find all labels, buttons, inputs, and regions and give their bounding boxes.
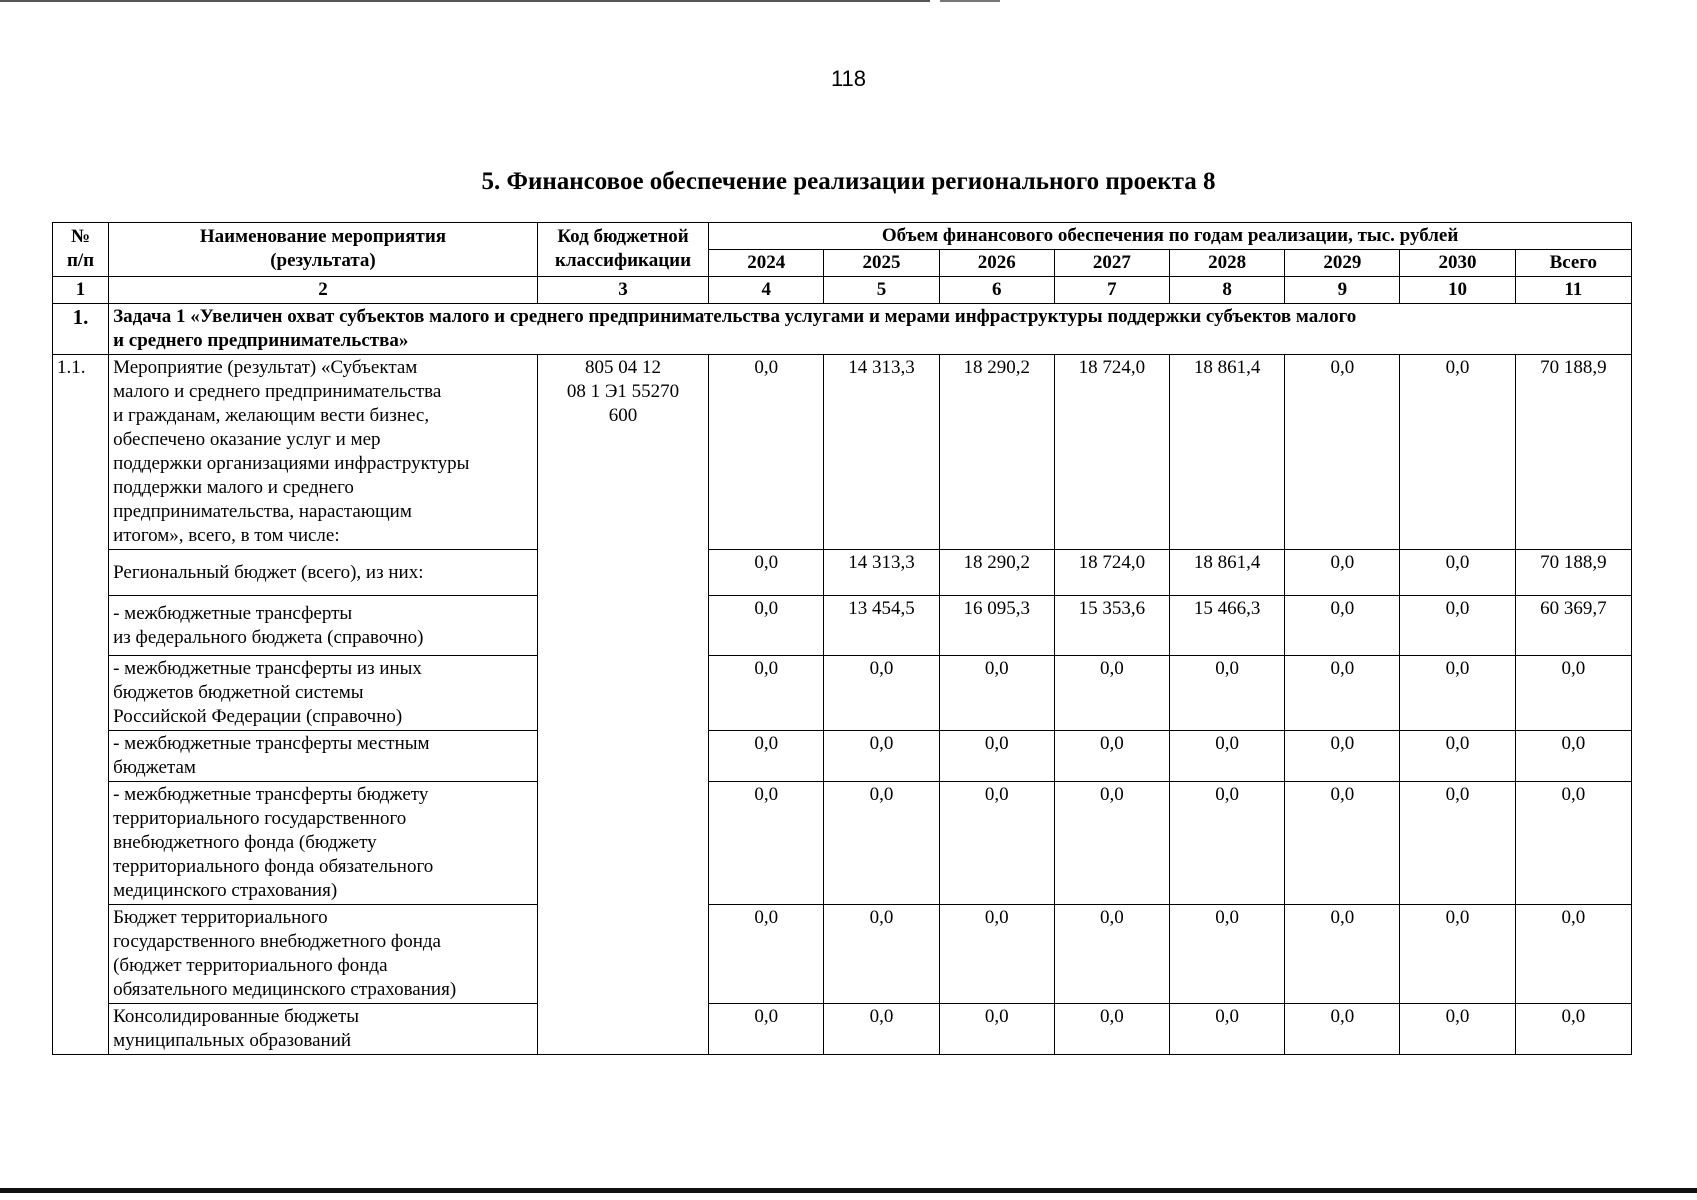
value-cell: 0,0 bbox=[939, 782, 1054, 905]
header-year: 2025 bbox=[824, 250, 939, 277]
value-cell: 0,0 bbox=[939, 1004, 1054, 1055]
total-cell: 0,0 bbox=[1515, 782, 1631, 905]
row-name-line: - межбюджетные трансферты местным bbox=[113, 733, 430, 754]
row-name bbox=[109, 550, 538, 596]
total-cell: 0,0 bbox=[1515, 1004, 1631, 1055]
value-cell: 15 353,6 bbox=[1054, 596, 1169, 656]
row-name-line: и гражданам, желающим вести бизнес, bbox=[113, 405, 430, 426]
value-cell: 14 313,3 bbox=[824, 550, 939, 596]
table-row bbox=[53, 731, 1632, 782]
task-title-line1: Задача 1 «Увеличен охват субъектов малого и среднего предпринимательства услугами и мерами инфраструктуры поддержки субъектов малого bbox=[113, 306, 1357, 327]
column-number: 11 bbox=[1515, 277, 1631, 304]
value-cell: 0,0 bbox=[939, 905, 1054, 1004]
row-name-line: Мероприятие (результат) «Субъектам bbox=[113, 357, 418, 378]
header-name-line1: Наименование мероприятия bbox=[199, 226, 447, 247]
value-cell: 0,0 bbox=[1170, 905, 1285, 1004]
column-number-row bbox=[53, 277, 1632, 304]
row-name-line: Региональный бюджет (всего), из них: bbox=[113, 561, 424, 583]
column-number: 5 bbox=[824, 277, 939, 304]
value-cell: 0,0 bbox=[1400, 355, 1515, 550]
value-cell: 0,0 bbox=[1400, 782, 1515, 905]
budget-code bbox=[537, 355, 708, 1055]
value-cell: 18 724,0 bbox=[1054, 550, 1169, 596]
row-name bbox=[109, 596, 538, 656]
row-name-line: медицинского страхования) bbox=[113, 880, 338, 901]
value-cell: 15 466,3 bbox=[1170, 596, 1285, 656]
row-name-line: территориального государственного bbox=[113, 808, 407, 829]
table-row bbox=[53, 355, 1632, 550]
value-cell: 0,0 bbox=[709, 596, 824, 656]
value-cell: 0,0 bbox=[1400, 656, 1515, 731]
total-cell: 60 369,7 bbox=[1515, 596, 1631, 656]
row-name bbox=[109, 782, 538, 905]
column-number: 2 bbox=[109, 277, 538, 304]
item-number: 1.1. bbox=[53, 355, 109, 1055]
value-cell: 0,0 bbox=[709, 1004, 824, 1055]
value-cell: 0,0 bbox=[1170, 656, 1285, 731]
value-cell: 0,0 bbox=[709, 355, 824, 550]
table-row bbox=[53, 596, 1632, 656]
row-name bbox=[109, 905, 538, 1004]
value-cell: 0,0 bbox=[1054, 731, 1169, 782]
row-name-line: - межбюджетные трансферты из иных bbox=[113, 658, 422, 679]
value-cell: 0,0 bbox=[1400, 1004, 1515, 1055]
value-cell: 13 454,5 bbox=[824, 596, 939, 656]
header-year: 2026 bbox=[939, 250, 1054, 277]
task-title bbox=[109, 304, 1632, 355]
header-year: 2029 bbox=[1285, 250, 1400, 277]
column-number: 4 bbox=[709, 277, 824, 304]
table-row bbox=[53, 550, 1632, 596]
row-name-line: предпринимательства, нарастающим bbox=[113, 501, 412, 522]
row-name-line: Консолидированные бюджеты bbox=[113, 1006, 360, 1027]
header-code-line2: классификации bbox=[555, 250, 692, 271]
table-row bbox=[53, 656, 1632, 731]
row-name-line: Бюджет территориального bbox=[113, 907, 328, 928]
financing-table bbox=[52, 222, 1632, 1055]
row-name-line: государственного внебюджетного фонда bbox=[113, 931, 441, 952]
header-year: 2028 bbox=[1170, 250, 1285, 277]
value-cell: 0,0 bbox=[1285, 782, 1400, 905]
column-number: 6 bbox=[939, 277, 1054, 304]
value-cell: 0,0 bbox=[1285, 550, 1400, 596]
row-name-line: Российской Федерации (справочно) bbox=[113, 706, 403, 727]
value-cell: 0,0 bbox=[1400, 550, 1515, 596]
value-cell: 18 724,0 bbox=[1054, 355, 1169, 550]
header-name bbox=[109, 223, 538, 277]
value-cell: 0,0 bbox=[1054, 905, 1169, 1004]
scan-edge-top bbox=[0, 0, 930, 2]
row-name-line: - межбюджетные трансферты бюджету bbox=[113, 784, 429, 805]
value-cell: 18 861,4 bbox=[1170, 550, 1285, 596]
page-number: 118 bbox=[830, 66, 867, 91]
value-cell: 0,0 bbox=[1400, 596, 1515, 656]
total-cell: 70 188,9 bbox=[1515, 355, 1631, 550]
header-code bbox=[537, 223, 708, 277]
value-cell: 18 290,2 bbox=[939, 355, 1054, 550]
table-row bbox=[53, 905, 1632, 1004]
value-cell: 0,0 bbox=[709, 782, 824, 905]
header-volume: Объем финансового обеспечения по годам реализации, тыс. рублей bbox=[709, 223, 1632, 250]
row-name-line: бюджетам bbox=[113, 757, 196, 778]
value-cell: 0,0 bbox=[1285, 731, 1400, 782]
value-cell: 0,0 bbox=[709, 731, 824, 782]
total-cell: 0,0 bbox=[1515, 905, 1631, 1004]
row-name bbox=[109, 1004, 538, 1055]
value-cell: 0,0 bbox=[1285, 656, 1400, 731]
row-name-line: обеспечено оказание услуг и мер bbox=[113, 429, 381, 450]
value-cell: 0,0 bbox=[1170, 1004, 1285, 1055]
task-row bbox=[53, 304, 1632, 355]
column-number: 10 bbox=[1400, 277, 1515, 304]
header-total: Всего bbox=[1515, 250, 1631, 277]
value-cell: 18 290,2 bbox=[939, 550, 1054, 596]
value-cell: 16 095,3 bbox=[939, 596, 1054, 656]
total-cell: 70 188,9 bbox=[1515, 550, 1631, 596]
header-num-line2: п/п bbox=[66, 250, 95, 271]
column-number: 8 bbox=[1170, 277, 1285, 304]
header-code-line1: Код бюджетной bbox=[557, 226, 689, 247]
row-name-line: муниципальных образований bbox=[113, 1030, 352, 1051]
value-cell: 0,0 bbox=[824, 905, 939, 1004]
column-number: 1 bbox=[53, 277, 109, 304]
value-cell: 0,0 bbox=[824, 656, 939, 731]
row-name-line: - межбюджетные трансферты bbox=[113, 602, 353, 624]
row-name-line: поддержки малого и среднего bbox=[113, 477, 354, 498]
row-name bbox=[109, 355, 538, 550]
value-cell: 18 861,4 bbox=[1170, 355, 1285, 550]
table-row bbox=[53, 1004, 1632, 1055]
task-number: 1. bbox=[53, 304, 109, 355]
header-year: 2027 bbox=[1054, 250, 1169, 277]
budget-code-line: 600 bbox=[608, 405, 638, 426]
value-cell: 0,0 bbox=[1170, 731, 1285, 782]
column-number: 9 bbox=[1285, 277, 1400, 304]
table-row bbox=[53, 782, 1632, 905]
value-cell: 0,0 bbox=[1054, 1004, 1169, 1055]
value-cell: 0,0 bbox=[824, 1004, 939, 1055]
row-name-line: итогом», всего, в том числе: bbox=[113, 525, 340, 546]
value-cell: 0,0 bbox=[824, 782, 939, 905]
budget-code-line: 805 04 12 bbox=[585, 357, 662, 378]
scan-edge-bottom bbox=[0, 1188, 1697, 1193]
row-name bbox=[109, 656, 538, 731]
scan-edge-top-fragment bbox=[940, 0, 1000, 2]
value-cell: 0,0 bbox=[1054, 656, 1169, 731]
row-name-line: малого и среднего предпринимательства bbox=[113, 381, 442, 402]
column-number: 3 bbox=[537, 277, 708, 304]
row-name-line: поддержки организациями инфраструктуры bbox=[113, 453, 470, 474]
value-cell: 0,0 bbox=[1054, 782, 1169, 905]
row-name-line: (бюджет территориального фонда bbox=[113, 955, 388, 976]
row-name-line: обязательного медицинского страхования) bbox=[113, 979, 457, 1000]
value-cell: 14 313,3 bbox=[824, 355, 939, 550]
row-name-line: бюджетов бюджетной системы bbox=[113, 682, 364, 703]
value-cell: 0,0 bbox=[709, 550, 824, 596]
value-cell: 0,0 bbox=[939, 656, 1054, 731]
header-row-1 bbox=[53, 223, 1632, 250]
total-cell: 0,0 bbox=[1515, 656, 1631, 731]
value-cell: 0,0 bbox=[1285, 355, 1400, 550]
value-cell: 0,0 bbox=[709, 656, 824, 731]
value-cell: 0,0 bbox=[824, 731, 939, 782]
header-name-line2: (результата) bbox=[270, 250, 376, 271]
section-title: 5. Финансовое обеспечение реализации регионального проекта 8 bbox=[481, 168, 1216, 195]
column-number: 7 bbox=[1054, 277, 1169, 304]
value-cell: 0,0 bbox=[1285, 905, 1400, 1004]
header-num bbox=[53, 223, 109, 277]
value-cell: 0,0 bbox=[1400, 731, 1515, 782]
header-year: 2030 bbox=[1400, 250, 1515, 277]
value-cell: 0,0 bbox=[709, 905, 824, 1004]
task-title-line2: и среднего предпринимательства» bbox=[113, 330, 409, 351]
row-name-line: территориального фонда обязательного bbox=[113, 856, 434, 877]
value-cell: 0,0 bbox=[1170, 782, 1285, 905]
header-year: 2024 bbox=[709, 250, 824, 277]
header-num-line1: № bbox=[71, 226, 91, 247]
value-cell: 0,0 bbox=[1400, 905, 1515, 1004]
row-name-line: из федерального бюджета (справочно) bbox=[113, 626, 424, 648]
value-cell: 0,0 bbox=[939, 731, 1054, 782]
value-cell: 0,0 bbox=[1285, 1004, 1400, 1055]
value-cell: 0,0 bbox=[1285, 596, 1400, 656]
row-name-line: внебюджетного фонда (бюджету bbox=[113, 832, 377, 853]
row-name bbox=[109, 731, 538, 782]
budget-code-line: 08 1 Э1 55270 bbox=[566, 381, 680, 402]
total-cell: 0,0 bbox=[1515, 731, 1631, 782]
